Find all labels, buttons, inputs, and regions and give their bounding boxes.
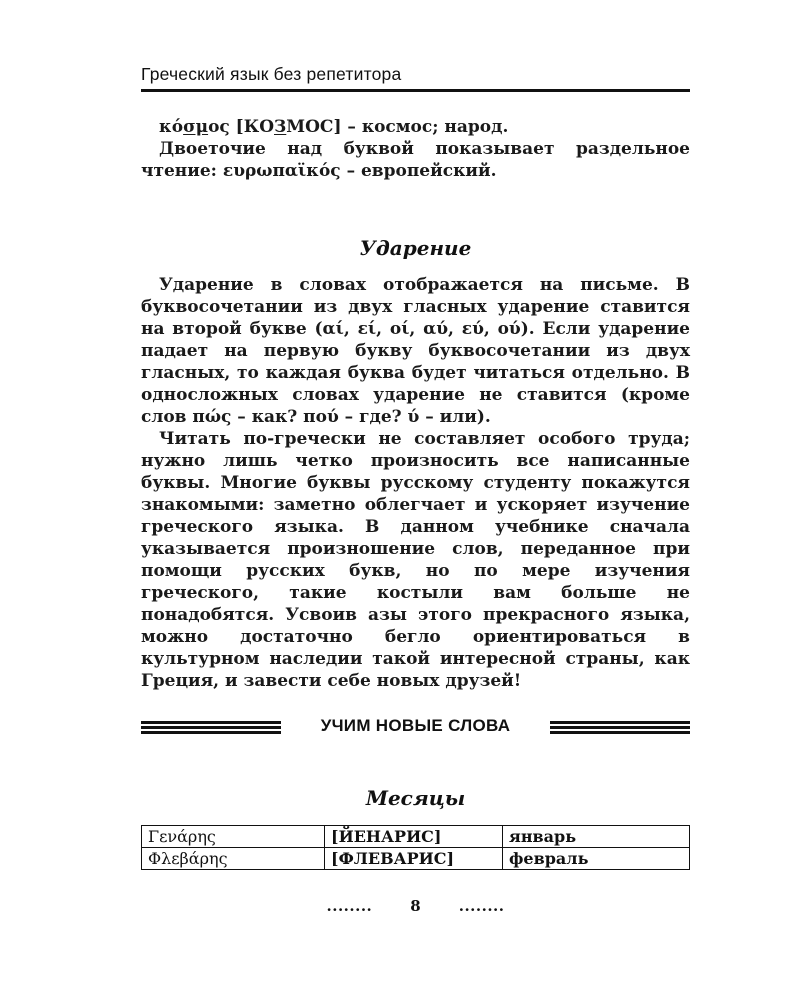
- footer-dots-left: ........: [326, 897, 373, 915]
- footer-dots-right: ........: [458, 897, 505, 915]
- banner-lines-right: [550, 721, 690, 735]
- banner-label: УЧИМ НОВЫЕ СЛОВА: [320, 716, 511, 735]
- page-number: 8: [410, 897, 421, 915]
- vocabulary-table: [141, 825, 690, 870]
- example-part: ος [КО: [208, 117, 275, 137]
- pronunciation: [ЙЕНАРИС]: [325, 826, 503, 848]
- page-footer: [141, 897, 690, 915]
- section-title-months: Месяцы: [365, 786, 466, 810]
- intro-block: [141, 116, 690, 182]
- translation: январь: [503, 826, 690, 848]
- header-rule: [141, 89, 690, 92]
- stress-block: [141, 274, 690, 692]
- table-row: [142, 826, 690, 848]
- greek-word: Γενάρης: [142, 826, 325, 848]
- diaeresis-paragraph: Двоеточие над буквой показывает раздельное чтение: ευρωπαϊκός – европейский.: [141, 139, 690, 181]
- greek-word: Φλεβάρης: [142, 848, 325, 870]
- example-underlined: З: [274, 117, 287, 137]
- stress-paragraph-1: Ударение в словах отображается на письме. В буквосочетании из двух гласных ударение ставится на второй букве (αί, εί, οί, αύ, εύ, ού). Если ударение падает на первую букву буквосочетании из двух гласных, то каждая буква будет читаться отдельно. В односложных словах ударение не ставится (кроме слов πώς – как? πού – где? ύ – или).: [141, 275, 690, 427]
- pronunciation: [ФЛЕВАРИС]: [325, 848, 503, 870]
- stress-paragraph-2: Читать по-гречески не составляет особого труда; нужно лишь четко произносить все написанные буквы. Многие буквы русскому студенту покажутся знакомыми: заметно облегчает и ускоряет изучение греческого языка. В данном учебнике сначала указывается произношение слов, переданное при помощи русских букв, но по мере изучения греческого, такие костыли вам больше не понадобятся. Усвоив азы этого прекрасного языка, можно достаточно бегло ориентироваться в культурном наследии такой интересной страны, как Греция, и завести себе новых друзей!: [141, 429, 690, 691]
- example-part: МОС] – космос; народ.: [286, 117, 509, 137]
- example-underlined: σμ: [183, 117, 209, 137]
- example-line: [141, 116, 690, 138]
- example-part: κό: [159, 117, 184, 137]
- running-title: Греческий язык без репетитора: [141, 64, 402, 84]
- section-banner: [141, 716, 690, 740]
- table-row: [142, 848, 690, 870]
- section-title-stress: Ударение: [359, 236, 472, 260]
- translation: февраль: [503, 848, 690, 870]
